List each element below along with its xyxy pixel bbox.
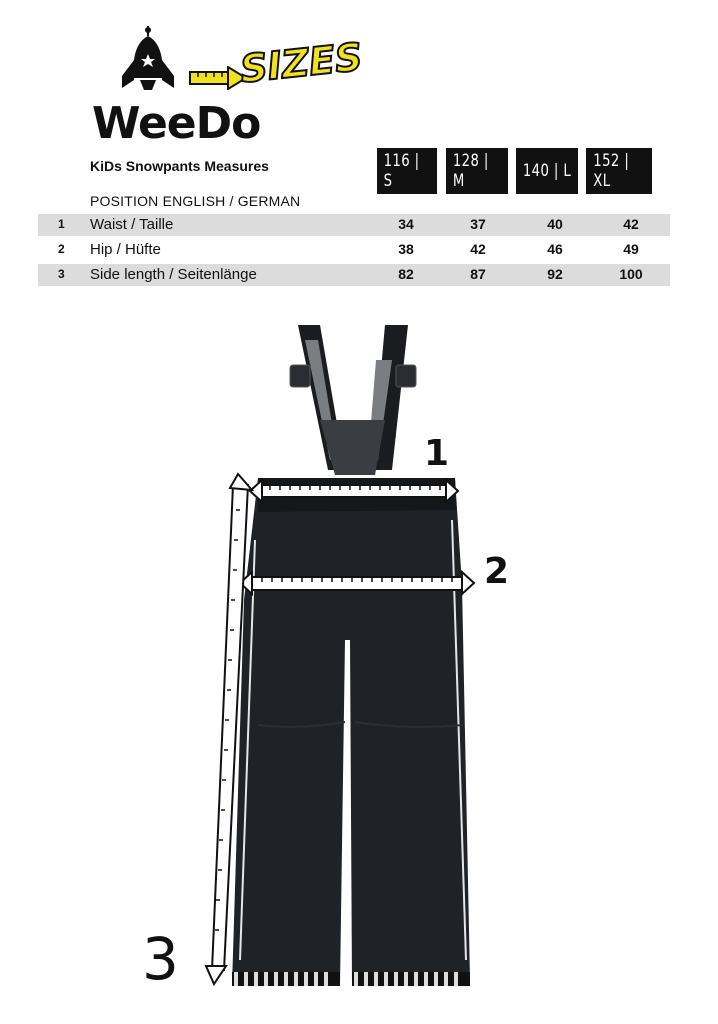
suspenders	[290, 325, 416, 475]
table-row-side-length	[38, 264, 670, 286]
hem-stripes	[232, 972, 470, 986]
value-l: 40	[547, 216, 563, 232]
ruler-arrow-icon	[188, 66, 248, 90]
row-label: Waist / Taille	[90, 216, 174, 233]
brand-name: WeeDo	[92, 98, 261, 149]
marker-side-length: 3	[142, 925, 179, 993]
size-header-s: 116 | S	[377, 148, 437, 194]
value-m: 87	[470, 266, 486, 282]
brand-logo	[88, 26, 378, 149]
value-l: 46	[547, 241, 563, 257]
marker-hip: 2	[484, 551, 510, 592]
value-s: 82	[398, 266, 414, 282]
row-number: 2	[58, 242, 65, 256]
value-m: 42	[470, 241, 486, 257]
value-m: 37	[470, 216, 486, 232]
row-label: Hip / Hüfte	[90, 241, 161, 258]
table-row-hip	[38, 239, 670, 261]
position-header: POSITION ENGLISH / GERMAN	[90, 193, 301, 209]
value-xl: 49	[623, 241, 639, 257]
value-s: 38	[398, 241, 414, 257]
row-number: 3	[58, 267, 65, 281]
row-label: Side length / Seitenlänge	[90, 266, 257, 283]
size-header-m: 128 | M	[446, 148, 508, 194]
rocket-icon	[118, 26, 188, 106]
size-header-l: 140 | L	[516, 148, 578, 194]
table-row-waist	[38, 214, 670, 236]
sizes-heading: SIZES	[238, 34, 365, 92]
value-xl: 100	[619, 266, 643, 282]
page-title: KiDs Snowpants Measures	[90, 158, 269, 174]
row-number: 1	[58, 217, 65, 231]
value-xl: 42	[623, 216, 639, 232]
value-l: 92	[547, 266, 563, 282]
pants-body	[232, 478, 470, 986]
marker-waist: 1	[424, 433, 450, 474]
value-s: 34	[398, 216, 414, 232]
size-header-xl: 152 | XL	[586, 148, 652, 194]
snowpants-image	[0, 300, 718, 1024]
